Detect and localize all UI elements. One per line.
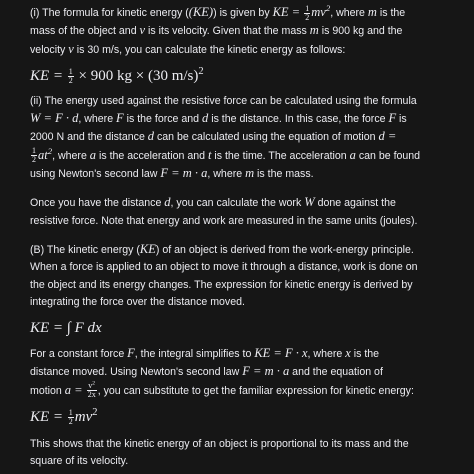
equation-ke-numeric: KE = $\frac{1}{2}$ × 900 kg × (30 m/s)$^2$ bbox=[30, 65, 204, 85]
paragraph-constant-force: For a constant force F, the integral simplifies to KE = F · x, where x is the distance moved. Using Newton's second law F = m · a and the equation of motion a = $\frac{v^2}{2x}$ , you can substitute to get the familiar expression for kinetic energy: bbox=[30, 346, 414, 400]
paragraph-ke-derivation: (B) The kinetic energy (KE) of an object is derived from the work-energy principle. When a force is applied to an object to move it through a distance, work is done on the object and its energy changes. The expression for kinetic energy is derived by integrating the force over the distance moved. bbox=[30, 241, 418, 308]
paragraph-resistive-energy: (ii) The energy used against the resistive force can be calculated using the formula W = F · d, where F is the force and d is the distance. In this case, the force F is 2000 N and the distance d can be calculated using the equation of motion d = $\frac{1}{2}$ $at^2$, where a is the acceleration and t is the time. The acceleration a can be found using Newton's second law F = m · a, where m is the mass. bbox=[30, 94, 421, 181]
equation-ke-integral: KE = ∫ F dx bbox=[30, 320, 102, 337]
paragraph-kinetic-energy-formula: (i) The formula for kinetic energy ((KE)) is given by KE = $\frac{1}{2}$ $mv^2$, where m is the mass of the object and v is its velocity. Given that the mass m is 900 kg and the velocity v is 30 m/s, you can calculate the kinetic energy as follows: bbox=[30, 2, 406, 56]
equation-ke-final: KE = $\frac{1}{2}$ $mv^2$ bbox=[30, 407, 98, 427]
paragraph-work-done: Once you have the distance d, you can calculate the work W done against the resistive force. Note that energy and work are measured in the same units (joules). bbox=[30, 195, 418, 227]
paragraph-conclusion: This shows that the kinetic energy of an object is proportional to its mass and the square of its velocity. bbox=[30, 438, 409, 468]
